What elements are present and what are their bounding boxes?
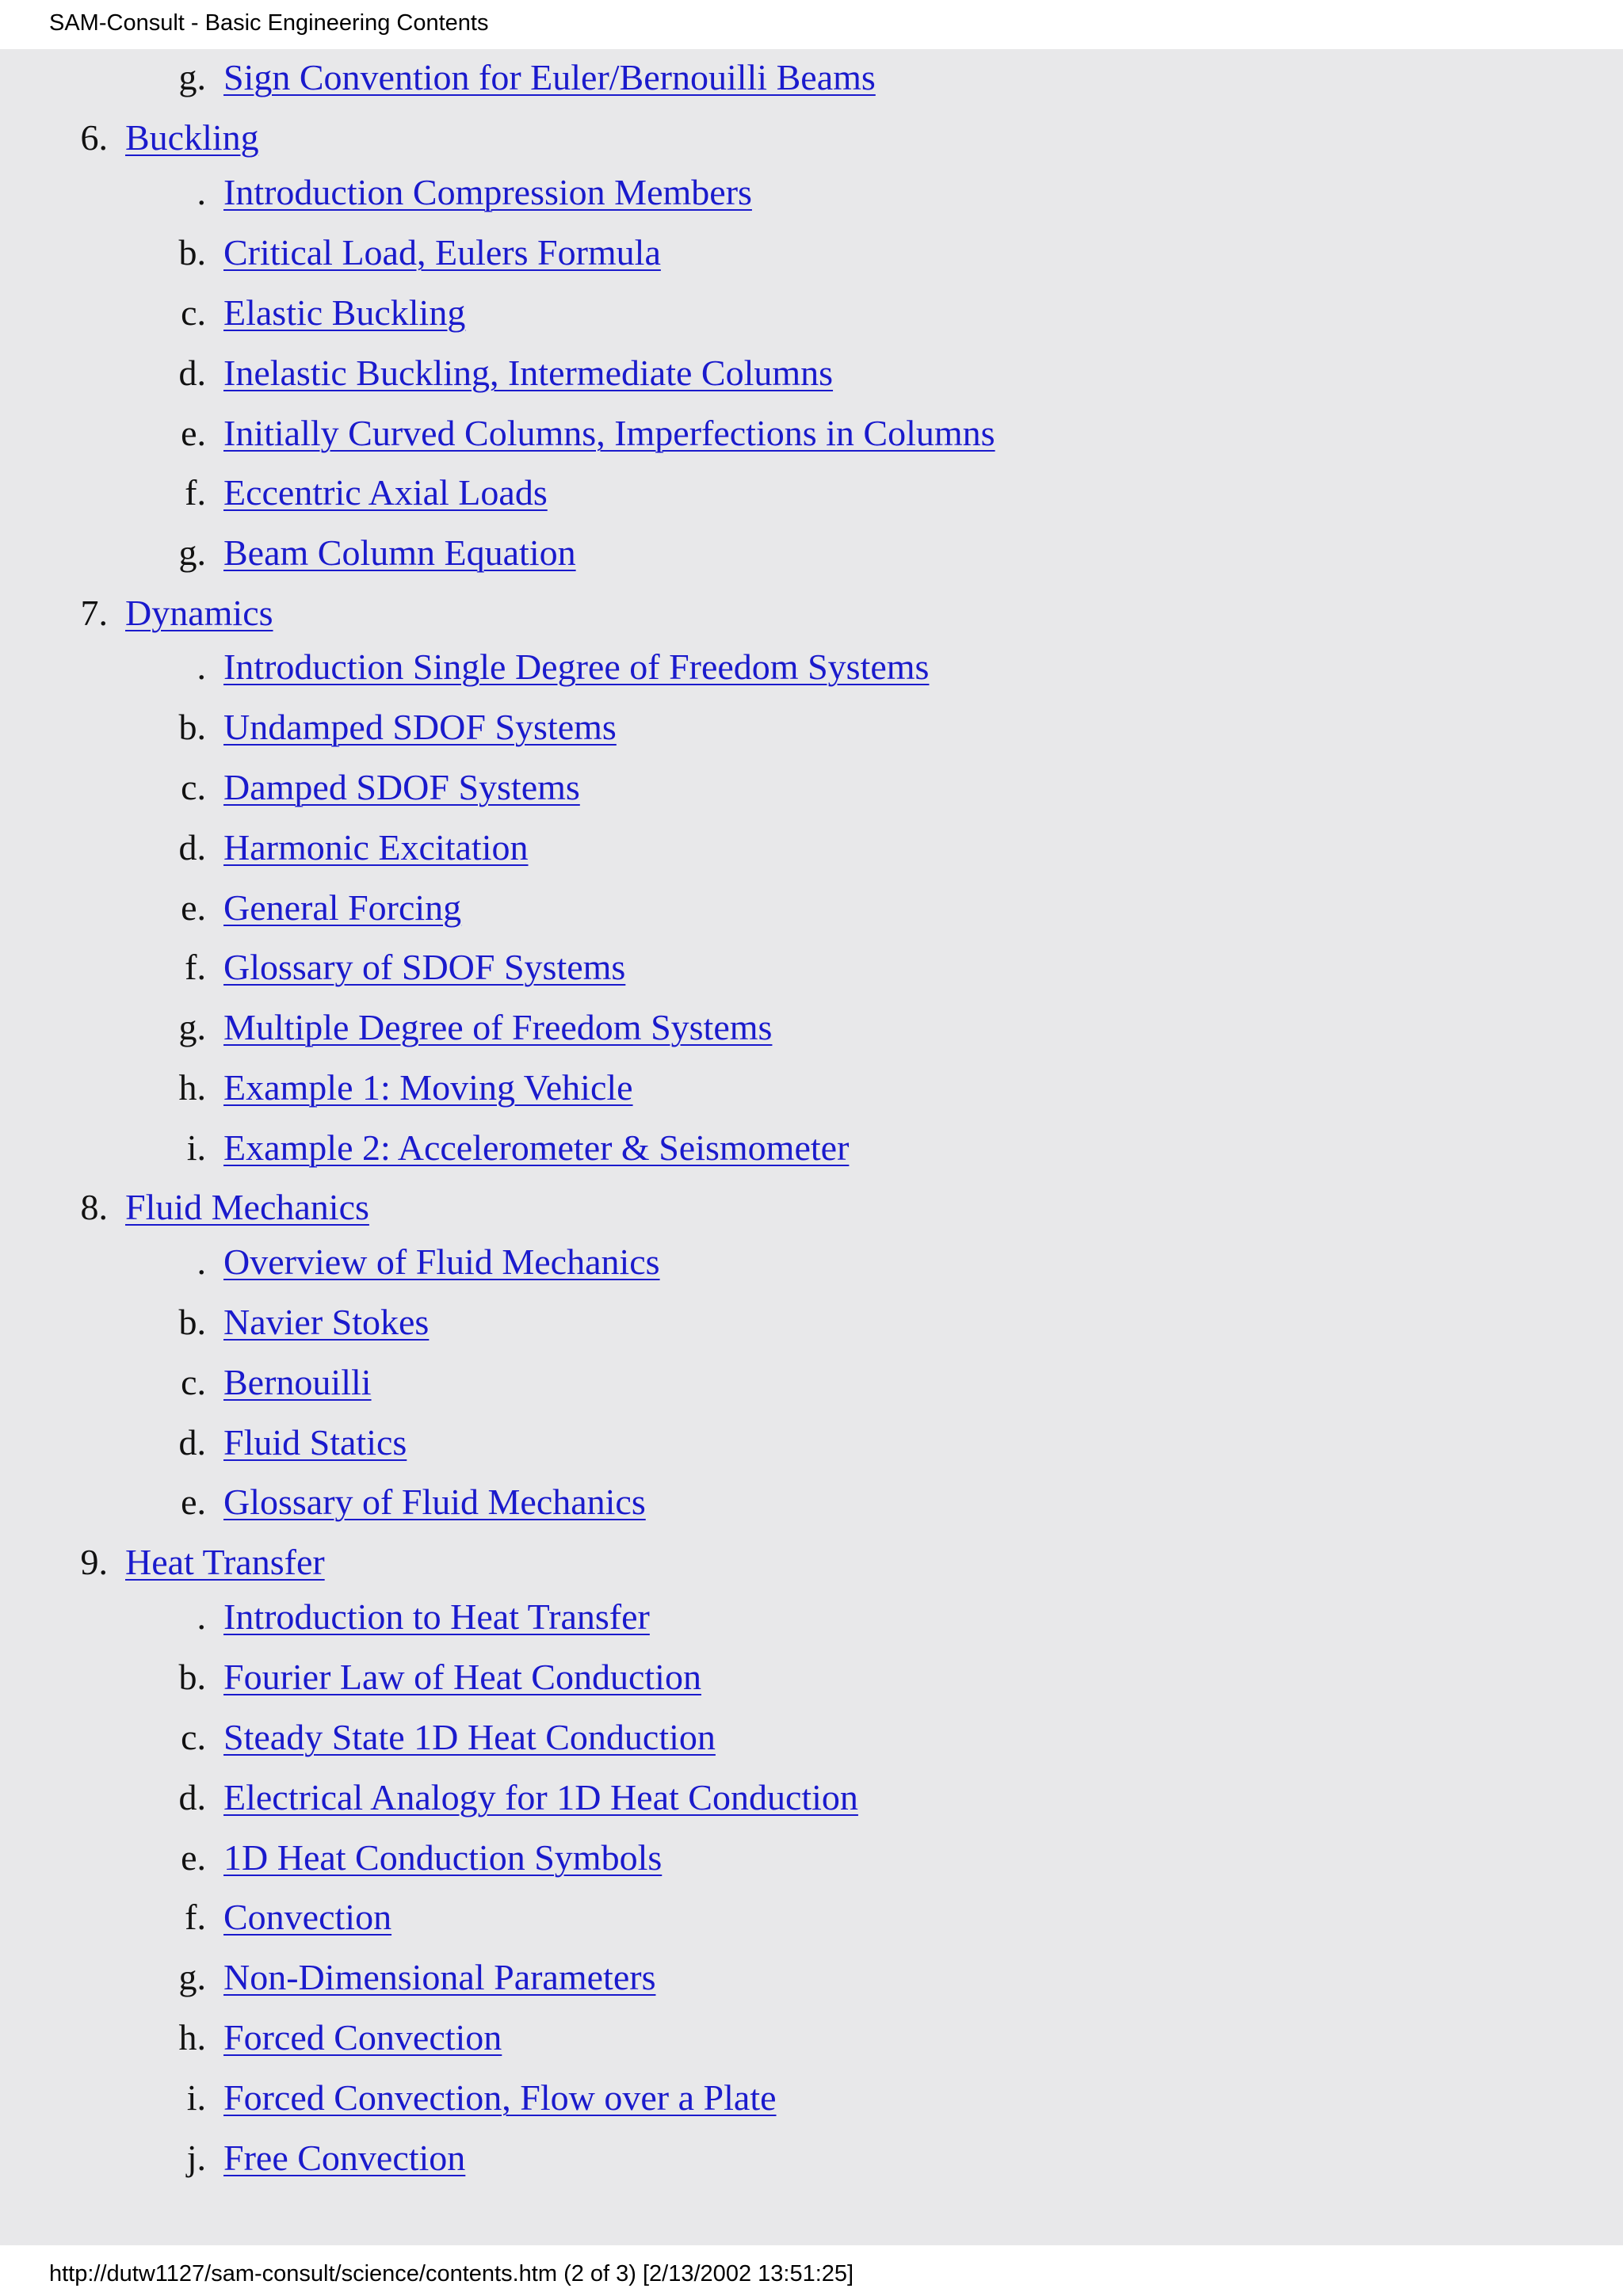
toc-link[interactable]: Navier Stokes: [223, 1302, 430, 1342]
item-marker: .: [197, 172, 206, 212]
page-header: [0, 0, 1623, 49]
toc-link[interactable]: Forced Convection, Flow over a Plate: [223, 2077, 777, 2118]
toc-link[interactable]: Forced Convection: [223, 2017, 502, 2058]
toc-link[interactable]: Critical Load, Eulers Formula: [223, 232, 661, 273]
item-marker: e.: [181, 887, 206, 928]
section-number: 9.: [80, 1542, 108, 1582]
toc-link[interactable]: Fourier Law of Heat Conduction: [223, 1657, 701, 1697]
toc-link[interactable]: Convection: [223, 1897, 392, 1937]
item-marker: .: [197, 646, 206, 687]
item-marker: g.: [178, 532, 206, 573]
toc-link[interactable]: Introduction to Heat Transfer: [223, 1596, 650, 1637]
item-marker: d.: [178, 353, 206, 393]
toc-link[interactable]: Overview of Fluid Mechanics: [223, 1241, 660, 1282]
item-marker: c.: [181, 1362, 206, 1402]
toc-link[interactable]: Steady State 1D Heat Conduction: [223, 1717, 716, 1757]
toc-link[interactable]: Damped SDOF Systems: [223, 767, 580, 807]
section-number: 6.: [80, 117, 108, 158]
section-link[interactable]: Buckling: [125, 117, 259, 158]
item-marker: f.: [185, 947, 206, 987]
contents-area: [0, 49, 1623, 2245]
item-marker: c.: [181, 292, 206, 333]
source-url: http://dutw1127/sam-consult/science/contents.htm (2 of 3) [2/13/2002 13:51:25]: [49, 2261, 854, 2286]
item-marker: b.: [178, 1302, 206, 1342]
page-footer: [0, 2245, 1623, 2296]
toc-link[interactable]: Bernouilli: [223, 1362, 372, 1402]
item-marker: .: [197, 1241, 206, 1282]
section-number: 7.: [80, 593, 108, 633]
toc-link[interactable]: Inelastic Buckling, Intermediate Columns: [223, 353, 834, 393]
item-marker: e.: [181, 1482, 206, 1522]
item-marker: b.: [178, 1657, 206, 1697]
toc-link[interactable]: Eccentric Axial Loads: [223, 472, 548, 513]
toc-link[interactable]: Glossary of Fluid Mechanics: [223, 1482, 646, 1522]
item-marker: e.: [181, 1837, 206, 1878]
toc-link[interactable]: Introduction Single Degree of Freedom Systems: [223, 646, 930, 687]
toc-link[interactable]: Glossary of SDOF Systems: [223, 947, 626, 987]
section-number: 8.: [80, 1187, 108, 1227]
toc-link[interactable]: Elastic Buckling: [223, 292, 466, 333]
item-marker: i.: [186, 1127, 206, 1168]
item-marker: j.: [186, 2138, 206, 2178]
toc-link[interactable]: Example 2: Accelerometer & Seismometer: [223, 1127, 850, 1168]
item-marker: d.: [178, 827, 206, 868]
item-marker: h.: [178, 2017, 206, 2058]
item-marker: i.: [186, 2077, 206, 2118]
toc-link[interactable]: Multiple Degree of Freedom Systems: [223, 1007, 773, 1047]
item-marker: e.: [181, 413, 206, 453]
item-marker: c.: [181, 767, 206, 807]
item-marker: .: [197, 1596, 206, 1637]
section-link[interactable]: Heat Transfer: [125, 1542, 325, 1582]
item-marker: d.: [178, 1422, 206, 1463]
item-marker: g.: [178, 1007, 206, 1047]
item-marker: f.: [185, 472, 206, 513]
toc-link[interactable]: Harmonic Excitation: [223, 827, 529, 868]
toc-link[interactable]: Non-Dimensional Parameters: [223, 1957, 656, 1997]
section-link[interactable]: Dynamics: [125, 593, 273, 633]
item-marker: h.: [178, 1067, 206, 1108]
toc-link[interactable]: Free Convection: [223, 2138, 466, 2178]
toc-link[interactable]: Electrical Analogy for 1D Heat Conduction: [223, 1777, 858, 1817]
toc-link[interactable]: Sign Convention for Euler/Bernouilli Beams: [223, 57, 876, 97]
toc-link[interactable]: Fluid Statics: [223, 1422, 407, 1463]
toc-link[interactable]: Initially Curved Columns, Imperfections in Columns: [223, 413, 995, 453]
item-marker: c.: [181, 1717, 206, 1757]
item-marker: g.: [178, 1957, 206, 1997]
toc-link[interactable]: General Forcing: [223, 887, 462, 928]
page-title: SAM-Consult - Basic Engineering Contents: [49, 10, 489, 36]
item-marker: f.: [185, 1897, 206, 1937]
item-marker: g.: [178, 57, 206, 97]
item-marker: d.: [178, 1777, 206, 1817]
toc-link[interactable]: 1D Heat Conduction Symbols: [223, 1837, 663, 1878]
toc-link[interactable]: Introduction Compression Members: [223, 172, 752, 212]
toc-link[interactable]: Undamped SDOF Systems: [223, 707, 617, 747]
toc-link[interactable]: Example 1: Moving Vehicle: [223, 1067, 633, 1108]
item-marker: b.: [178, 232, 206, 273]
toc-link[interactable]: Beam Column Equation: [223, 532, 576, 573]
section-link[interactable]: Fluid Mechanics: [125, 1187, 369, 1227]
item-marker: b.: [178, 707, 206, 747]
